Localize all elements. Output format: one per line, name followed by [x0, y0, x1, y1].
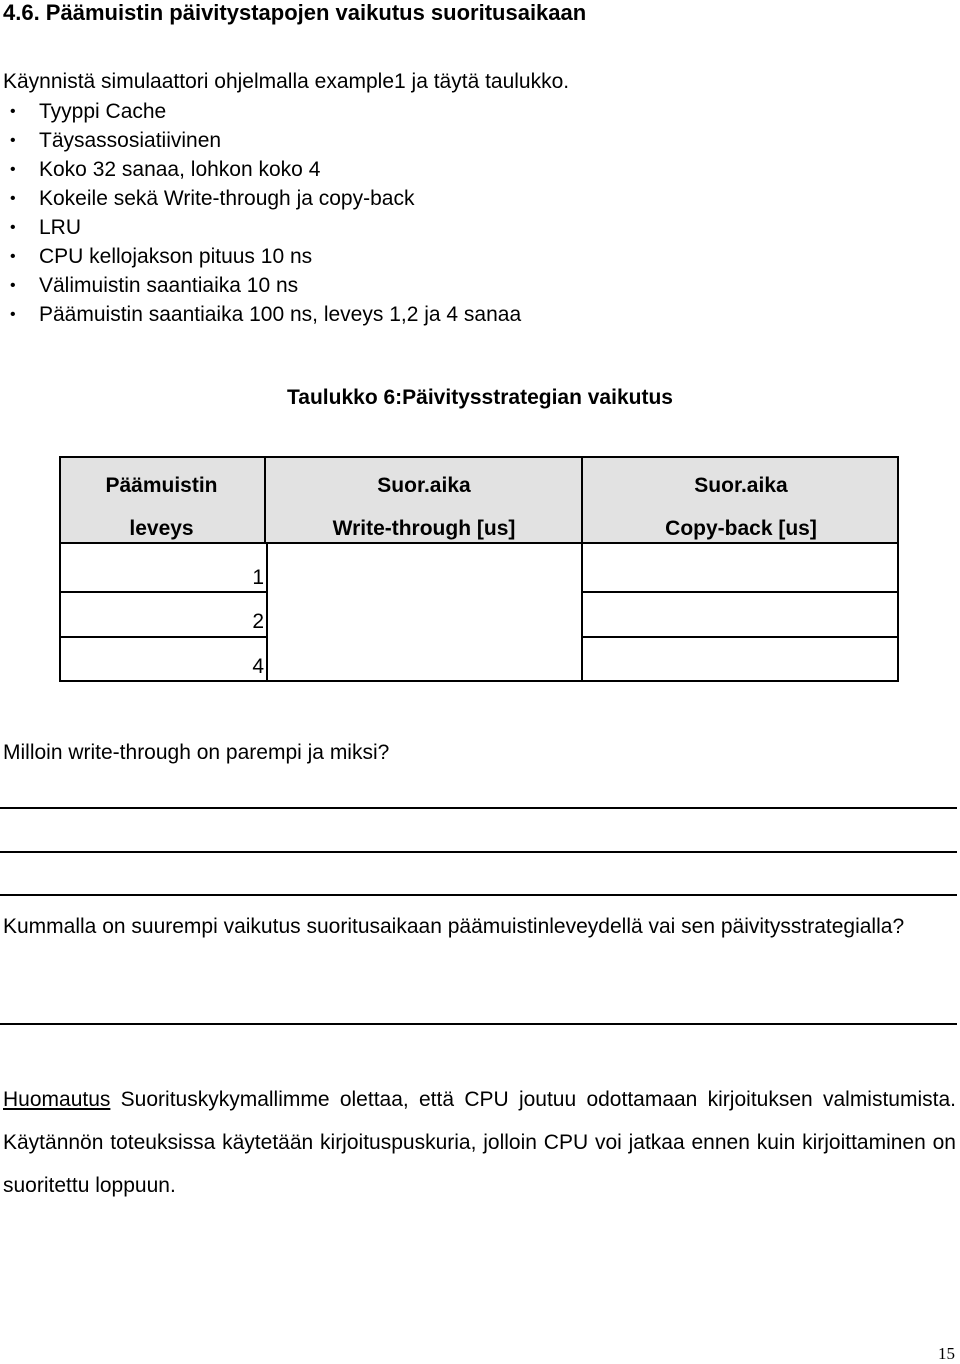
question-impact: Kummalla on suurempi vaikutus suoritusaikaan päämuistinleveydellä vai sen päivitysstrategialla?: [3, 915, 905, 938]
list-item: • LRU: [3, 213, 521, 242]
bullet-icon: •: [10, 219, 16, 236]
list-item: • Päämuistin saantiaika 100 ns, leveys 1,2 ja 4 sanaa: [3, 300, 521, 329]
question-write-through: Milloin write-through on parempi ja miksi?: [3, 741, 390, 764]
results-table: [59, 456, 899, 682]
bullet-icon: •: [10, 190, 16, 207]
row-divider: [59, 591, 268, 593]
intro-text: Käynnistä simulaattori ohjelmalla example1 ja täytä taulukko.: [3, 70, 570, 93]
table-cell-width: 1: [252, 566, 264, 589]
table-divider: [581, 456, 583, 682]
answer-line: [0, 894, 957, 896]
bullet-icon: •: [10, 161, 16, 178]
list-item: • Tyyppi Cache: [3, 97, 521, 126]
list-item: • Välimuistin saantiaika 10 ns: [3, 271, 521, 300]
page-number: 15: [938, 1344, 955, 1363]
list-item: • Koko 32 sanaa, lohkon koko 4: [3, 155, 521, 184]
list-item: • Kokeile sekä Write-through ja copy-back: [3, 184, 521, 213]
list-item: • CPU kellojakson pituus 10 ns: [3, 242, 521, 271]
note-label: Huomautus: [3, 1088, 111, 1111]
table-divider: [264, 456, 266, 544]
note-paragraph: [3, 1078, 956, 1207]
bullet-icon: •: [10, 277, 16, 294]
table-border-right: [897, 456, 899, 682]
answer-line: [0, 851, 957, 853]
table-cell-width: 2: [252, 610, 264, 633]
column-header-width: Päämuistin leveys: [105, 474, 218, 540]
row-divider: [581, 636, 899, 638]
table-divider: [266, 544, 268, 682]
bullet-icon: •: [10, 132, 16, 149]
column-header-copy-back: Suor.aika Copy-back [us]: [665, 474, 817, 540]
section-heading: 4.6. Päämuistin päivitystapojen vaikutus suoritusaikaan: [3, 0, 587, 25]
answer-line: [0, 807, 957, 809]
row-divider: [581, 591, 899, 593]
bullet-icon: •: [10, 248, 16, 265]
settings-list: [3, 97, 521, 329]
column-header-write-through: Suor.aika Write-through [us]: [332, 474, 516, 540]
table-border-left: [59, 456, 61, 682]
row-divider: [59, 636, 268, 638]
table-cell-width: 4: [252, 655, 264, 678]
answer-line: [0, 1023, 957, 1025]
table-border-bottom: [59, 680, 899, 682]
bullet-icon: •: [10, 103, 16, 120]
table-caption: Taulukko 6:Päivitysstrategian vaikutus: [287, 386, 673, 409]
bullet-icon: •: [10, 306, 16, 323]
note-text: Suorituskykymallimme olettaa, että CPU joutuu odottamaan kirjoituksen valmistumista. Käytännön toteuksissa käytetään kirjoituspuskuria, jolloin CPU voi jatkaa ennen kuin kirjoittaminen on suoritettu loppuun.: [3, 1088, 956, 1197]
list-item: • Täysassosiatiivinen: [3, 126, 521, 155]
